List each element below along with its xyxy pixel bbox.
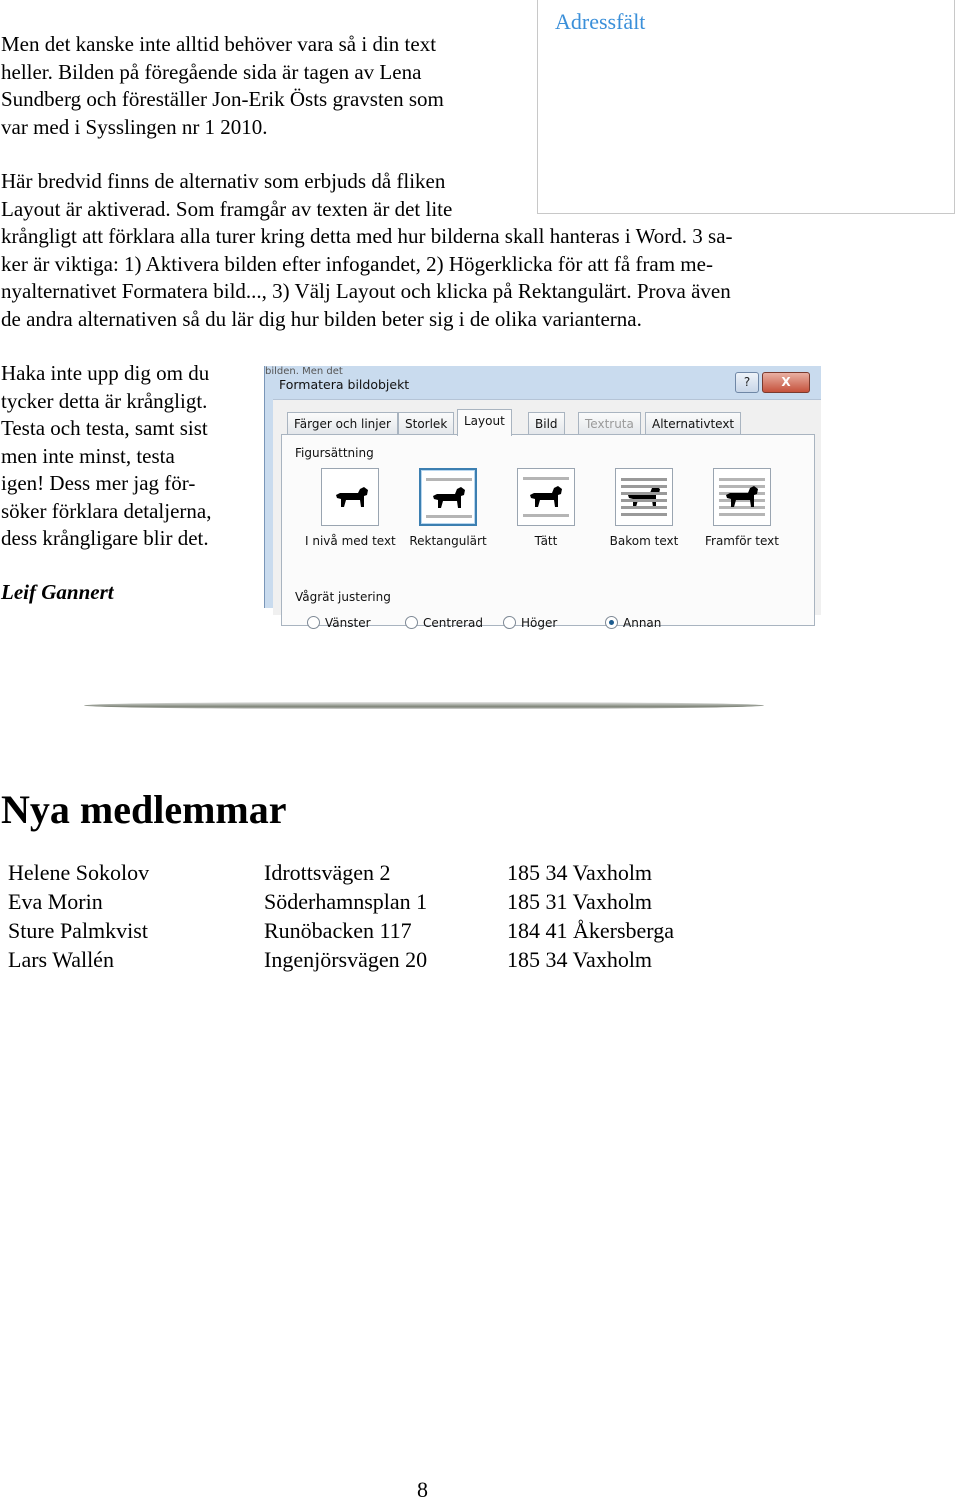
- format-picture-dialog-screenshot: [264, 366, 821, 630]
- member-street: Söderhamnsplan 1: [264, 889, 428, 914]
- body-line: krångligt att förklara alla turer kring detta med hur bilderna skall hanteras i Word. 3 sa-: [1, 224, 733, 248]
- page-number: 8: [417, 1477, 428, 1502]
- wrap-tight-icon: [517, 468, 575, 526]
- table-row: [8, 916, 674, 945]
- wrap-option-inline[interactable]: [305, 468, 395, 548]
- wrap-option-label: Framför text: [704, 534, 779, 548]
- body-line: nyalternativet Formatera bild..., 3) Välj Layout och klicka på Rektangulärt. Prova även: [1, 279, 731, 303]
- tab-alt-text[interactable]: Alternativtext: [645, 412, 741, 435]
- table-row: [8, 858, 674, 887]
- decorative-divider: [84, 702, 764, 709]
- body-line: de andra alternativen så du lär dig hur bilden beter sig i de olika varianterna.: [1, 306, 642, 331]
- members-heading: Nya medlemmar: [1, 787, 287, 832]
- intro-line: heller. Bilden på föregående sida är tagen av Lena: [1, 59, 422, 84]
- wrapping-group-label: Figursättning: [295, 446, 374, 460]
- align-right-radio[interactable]: [503, 616, 557, 630]
- member-name: Eva Morin: [8, 889, 103, 914]
- member-street: Ingenjörsvägen 20: [264, 947, 428, 972]
- close-button[interactable]: X: [762, 372, 810, 393]
- tab-picture[interactable]: Bild: [528, 412, 565, 435]
- signature: Leif Gannert: [1, 580, 114, 604]
- wrap-option-behind[interactable]: [599, 468, 689, 548]
- body-line: Här bredvid finns de alternativ som erbjuds då fliken: [1, 169, 446, 193]
- side-line: Haka inte upp dig om du: [1, 361, 210, 385]
- radio-label: Annan: [623, 616, 662, 630]
- align-other-radio[interactable]: [605, 616, 661, 630]
- member-street: Runöbacken 117: [264, 918, 412, 943]
- wrap-option-label: Bakom text: [609, 534, 679, 548]
- radio-unchecked-icon: [307, 616, 320, 629]
- radio-unchecked-icon: [405, 616, 418, 629]
- wrap-inline-icon: [321, 468, 379, 526]
- wrap-behind-icon: [615, 468, 673, 526]
- table-row: [8, 887, 674, 916]
- intro-paragraph: [1, 31, 444, 141]
- tab-size[interactable]: Storlek: [398, 412, 454, 435]
- dialog-body: [273, 399, 821, 630]
- member-name: Helene Sokolov: [8, 860, 150, 885]
- radio-checked-icon: [605, 616, 618, 629]
- wrap-option-square[interactable]: [403, 468, 493, 548]
- align-left-radio[interactable]: [307, 616, 371, 630]
- alignment-group-label: Vågrät justering: [295, 590, 391, 604]
- member-postal: 184 41 Åkersberga: [507, 918, 674, 943]
- member-name: Sture Palmkvist: [8, 918, 148, 943]
- wrap-option-label: Tätt: [534, 534, 558, 548]
- side-line: igen! Dess mer jag för-: [1, 471, 196, 495]
- body-line: ker är viktiga: 1) Aktivera bilden efter infogandet, 2) Högerklicka för att få fram me-: [1, 251, 713, 276]
- dialog-background-text: bilden. Men det: [265, 366, 343, 377]
- table-row: [8, 945, 674, 974]
- side-paragraph: [1, 360, 211, 553]
- radio-label: Vänster: [325, 616, 371, 630]
- member-name: Lars Wallén: [8, 947, 114, 972]
- wrap-option-front[interactable]: [697, 468, 787, 548]
- side-line: Testa och testa, samt sist: [1, 416, 208, 440]
- radio-label: Centrerad: [423, 616, 484, 630]
- radio-label: Höger: [521, 616, 558, 630]
- member-street: Idrottsvägen 2: [264, 860, 391, 885]
- member-postal: 185 31 Vaxholm: [507, 889, 653, 914]
- member-postal: 185 34 Vaxholm: [507, 947, 653, 972]
- tab-colors-lines[interactable]: Färger och linjer: [287, 412, 398, 435]
- body-line: Layout är aktiverad. Som framgår av texten är det lite: [1, 196, 453, 221]
- help-button[interactable]: ?: [735, 372, 759, 393]
- intro-line: Men det kanske inte alltid behöver vara så i din text: [1, 32, 437, 56]
- side-line: men inte minst, testa: [1, 443, 175, 468]
- side-line: dess krångligare blir det.: [1, 526, 209, 550]
- radio-unchecked-icon: [503, 616, 516, 629]
- wrap-front-icon: [713, 468, 771, 526]
- address-box-label: Adressfält: [555, 9, 646, 34]
- tab-layout[interactable]: Layout: [457, 409, 512, 436]
- wrap-option-tight[interactable]: [501, 468, 591, 548]
- wrap-square-icon: [419, 468, 477, 526]
- tab-textbox[interactable]: Textruta: [578, 412, 641, 435]
- dialog-title: Formatera bildobjekt: [279, 377, 410, 392]
- members-table: [8, 858, 674, 974]
- side-line: söker förklara detaljerna,: [1, 498, 212, 523]
- side-line: tycker detta är krångligt.: [1, 388, 208, 413]
- intro-line: var med i Sysslingen nr 1 2010.: [1, 114, 268, 139]
- member-postal: 185 34 Vaxholm: [507, 860, 653, 885]
- wrap-option-label: I nivå med text: [305, 534, 396, 548]
- align-center-radio[interactable]: [405, 616, 483, 630]
- layout-paragraph: [1, 168, 733, 333]
- wrap-option-label: Rektangulärt: [409, 534, 487, 548]
- intro-line: Sundberg och föreställer Jon-Erik Östs gravsten som: [1, 87, 444, 111]
